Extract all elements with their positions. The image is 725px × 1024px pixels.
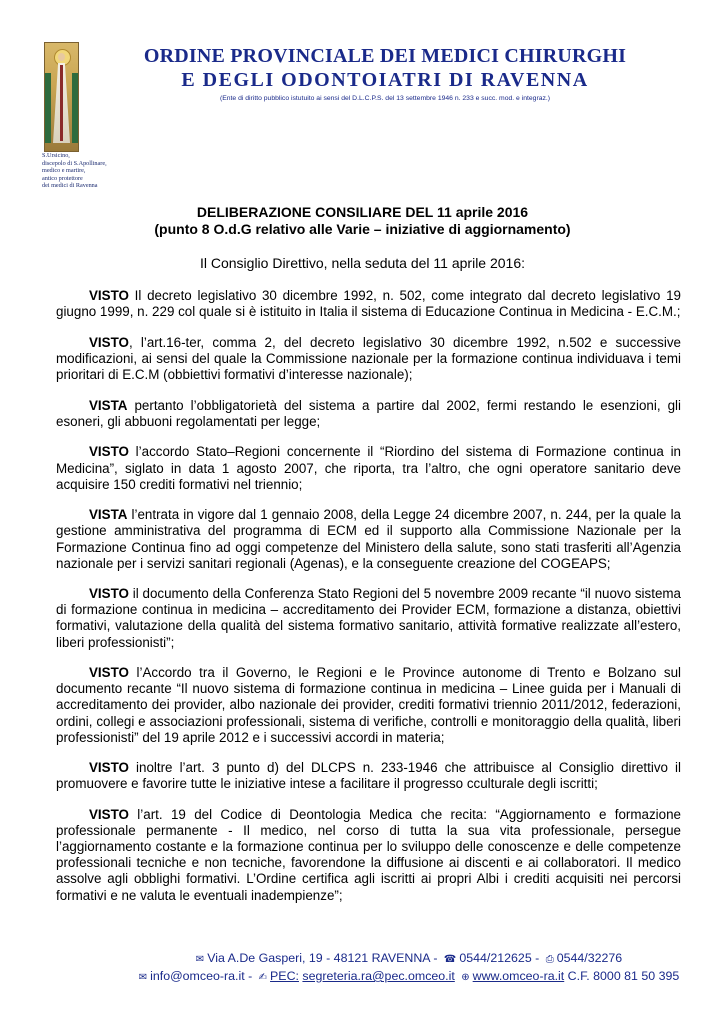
- globe-icon: ⊕: [461, 972, 470, 983]
- title-line2: (punto 8 O.d.G relativo alle Varie – iniziative di aggiornamento): [154, 221, 571, 237]
- footer-line1: [90, 950, 725, 968]
- paragraph-text: l’Accordo tra il Governo, le Regioni e le Province autonome di Trento e Bolzano sul documento recante “Il nuovo sistema di formazione continua in medicina – Linee guida per i Manuali di accreditamento dei provider, albo nazionale dei provider, crediti formativi triennio 2011/2012, federazioni, ordini, collegi e associazioni professionali, sistema di verifiche, controlli e monitoraggio della qualità, liberi professionisti” del 19 aprile 2012 e i successivi accordi in materia;: [56, 665, 681, 745]
- document-title: [90, 204, 635, 238]
- caption-line: discepolo di S.Apollinare,: [42, 159, 107, 167]
- caption-line: S.Ursicino,: [42, 152, 70, 159]
- footer-phone: 0544/212625 -: [459, 951, 543, 965]
- paragraph: [56, 665, 681, 745]
- paragraph-text: pertanto l’obbligatorietà del sistema a partire dal 2002, fermi restando le esenzioni, gli esoneri, gli abbuoni regolamentati per legge;: [56, 397, 681, 429]
- footer-fax: 0544/32276: [556, 951, 623, 965]
- paragraph-text: inoltre l’art. 3 punto d) del DLCPS n. 233-1946 che attribuisce al Consiglio direttivo il promuovere e favorire tutte le iniziative intese a facilitare il progresso cculturale degli iscritti;: [56, 760, 681, 792]
- logo-caption: [42, 152, 122, 190]
- footer-email[interactable]: info@omceo-ra.it -: [150, 969, 256, 983]
- paragraph: [56, 444, 681, 492]
- caption-line: antico protettore: [42, 174, 83, 182]
- telephone-icon: ☎: [443, 954, 457, 965]
- paragraph-keyword: VISTO: [89, 760, 129, 776]
- paragraph: [56, 507, 681, 571]
- paragraph-keyword: VISTO: [89, 807, 129, 823]
- paragraph-text: l’accordo Stato–Regioni concernente il “Riordino del sistema di Formazione continua in Medicina”, siglato in data 1 agosto 2007, che riporta, tra l’altro, che ogni operatore sanitario deve acquisire 150 crediti formativi nel triennio;: [56, 444, 681, 492]
- intro-line: Il Consiglio Direttivo, nella seduta del 11 aprile 2016:: [199, 255, 526, 271]
- paragraph-text: , l’art.16-ter, comma 2, del decreto legislativo 30 dicembre 1992, n.502 e successive modificazioni, ai sensi del quale la Commissione nazionale per la formazione continua individuava i temi prioritari di E.C.M (obbiettivi formativi d’interesse nazionale);: [56, 334, 681, 382]
- paragraph-keyword: VISTO: [89, 665, 129, 681]
- email-icon: ✉: [138, 972, 148, 983]
- paragraph: [56, 760, 681, 792]
- paragraph: [56, 288, 681, 320]
- org-name-line1: ORDINE PROVINCIALE DEI MEDICI CHIRURGHI: [143, 45, 627, 67]
- pec-icon: ✍: [258, 972, 268, 983]
- fax-icon: ⎙: [545, 954, 554, 965]
- document-body: [56, 288, 681, 918]
- paragraph: [56, 586, 681, 650]
- paragraph: [56, 807, 681, 904]
- website-link[interactable]: www.omceo-ra.it: [472, 969, 565, 983]
- paragraph-keyword: VISTA: [89, 397, 128, 413]
- footer-address: Via A.De Gasperi, 19 - 48121 RAVENNA -: [207, 951, 441, 965]
- paragraph-text: Il decreto legislativo 30 dicembre 1992, n. 502, come integrato dal decreto legislativo 19 giugno 1999, n. 229 col quale si è istituito in Italia il sistema di Educazione Continua in Medicina - E.C.M.;: [56, 288, 681, 320]
- title-line1: DELIBERAZIONE CONSILIARE DEL 11 aprile 2016: [196, 204, 529, 220]
- paragraph-keyword: VISTO: [89, 586, 129, 602]
- org-subtitle: (Ente di diritto pubblico istutuito ai sensi del D.L.C.P.S. del 13 settembre 1946 n. 233 e succ. mod. e integraz.): [219, 95, 551, 102]
- paragraph-keyword: VISTO: [89, 444, 129, 460]
- envelope-icon: ✉: [195, 954, 205, 965]
- org-name-line2: E DEGLI ODONTOIATRI DI RAVENNA: [181, 69, 589, 91]
- paragraph: [56, 335, 681, 383]
- paragraph-text: l’art. 19 del Codice di Deontologia Medica che recita: “Aggiornamento e formazione professionale permanente - Il medico, nel corso di tutta la sua vita professionale, persegue l’aggiornamento costante e la formazione continua per lo sviluppo delle conoscenze e delle competenze professionali tecniche e non tecniche, favorendone la diffusione ai discenti e ai collaboratori. Il medico assolve agli obblighi formativi. L’Ordine certifica agli iscritti ai propri Albi i crediti acquisiti nei percorsi formativi e ne valuta le eventuali inadempienze”;: [56, 807, 681, 903]
- paragraph-keyword: VISTO: [89, 334, 129, 350]
- paragraph-keyword: VISTA: [89, 507, 128, 523]
- caption-line: dei medici di Ravenna: [42, 182, 98, 190]
- footer-line2: [90, 968, 725, 986]
- footer-tax-code: C.F. 8000 81 50 395: [564, 969, 680, 983]
- paragraph-text: il documento della Conferenza Stato Regioni del 5 novembre 2009 recante “il nuovo sistema di formazione continua in medicina – accreditamento dei Provider ECM, formazione a distanza, obiettivi formativi, valutazione della qualità del sistema formativo sanitario, attività formative realizzate all’estero, liberi professionisti”;: [56, 586, 681, 650]
- pec-label[interactable]: PEC:: [270, 969, 299, 983]
- saint-ursicino-logo: [44, 42, 79, 152]
- letterhead-footer: [90, 950, 725, 986]
- paragraph-text: l’entrata in vigore dal 1 gennaio 2008, della Legge 24 dicembre 2007, n. 244, per la quale la gestione amministrativa del programma di ECM ed il supporto alla Commissione Nazionale per la Formazione Continua fino ad oggi competenze del Ministero della salute, sono stati trasferiti all’Agenzia nazionale per i servizi sanitari regionali (Agenas), e la conseguente creazione del COGEAPS;: [56, 507, 681, 571]
- paragraph: [56, 398, 681, 430]
- pec-email-link[interactable]: segreteria.ra@pec.omceo.it: [302, 969, 455, 983]
- organization-header: [140, 44, 630, 104]
- caption-line: medico e martire,: [42, 167, 86, 175]
- paragraph-keyword: VISTO: [89, 288, 129, 303]
